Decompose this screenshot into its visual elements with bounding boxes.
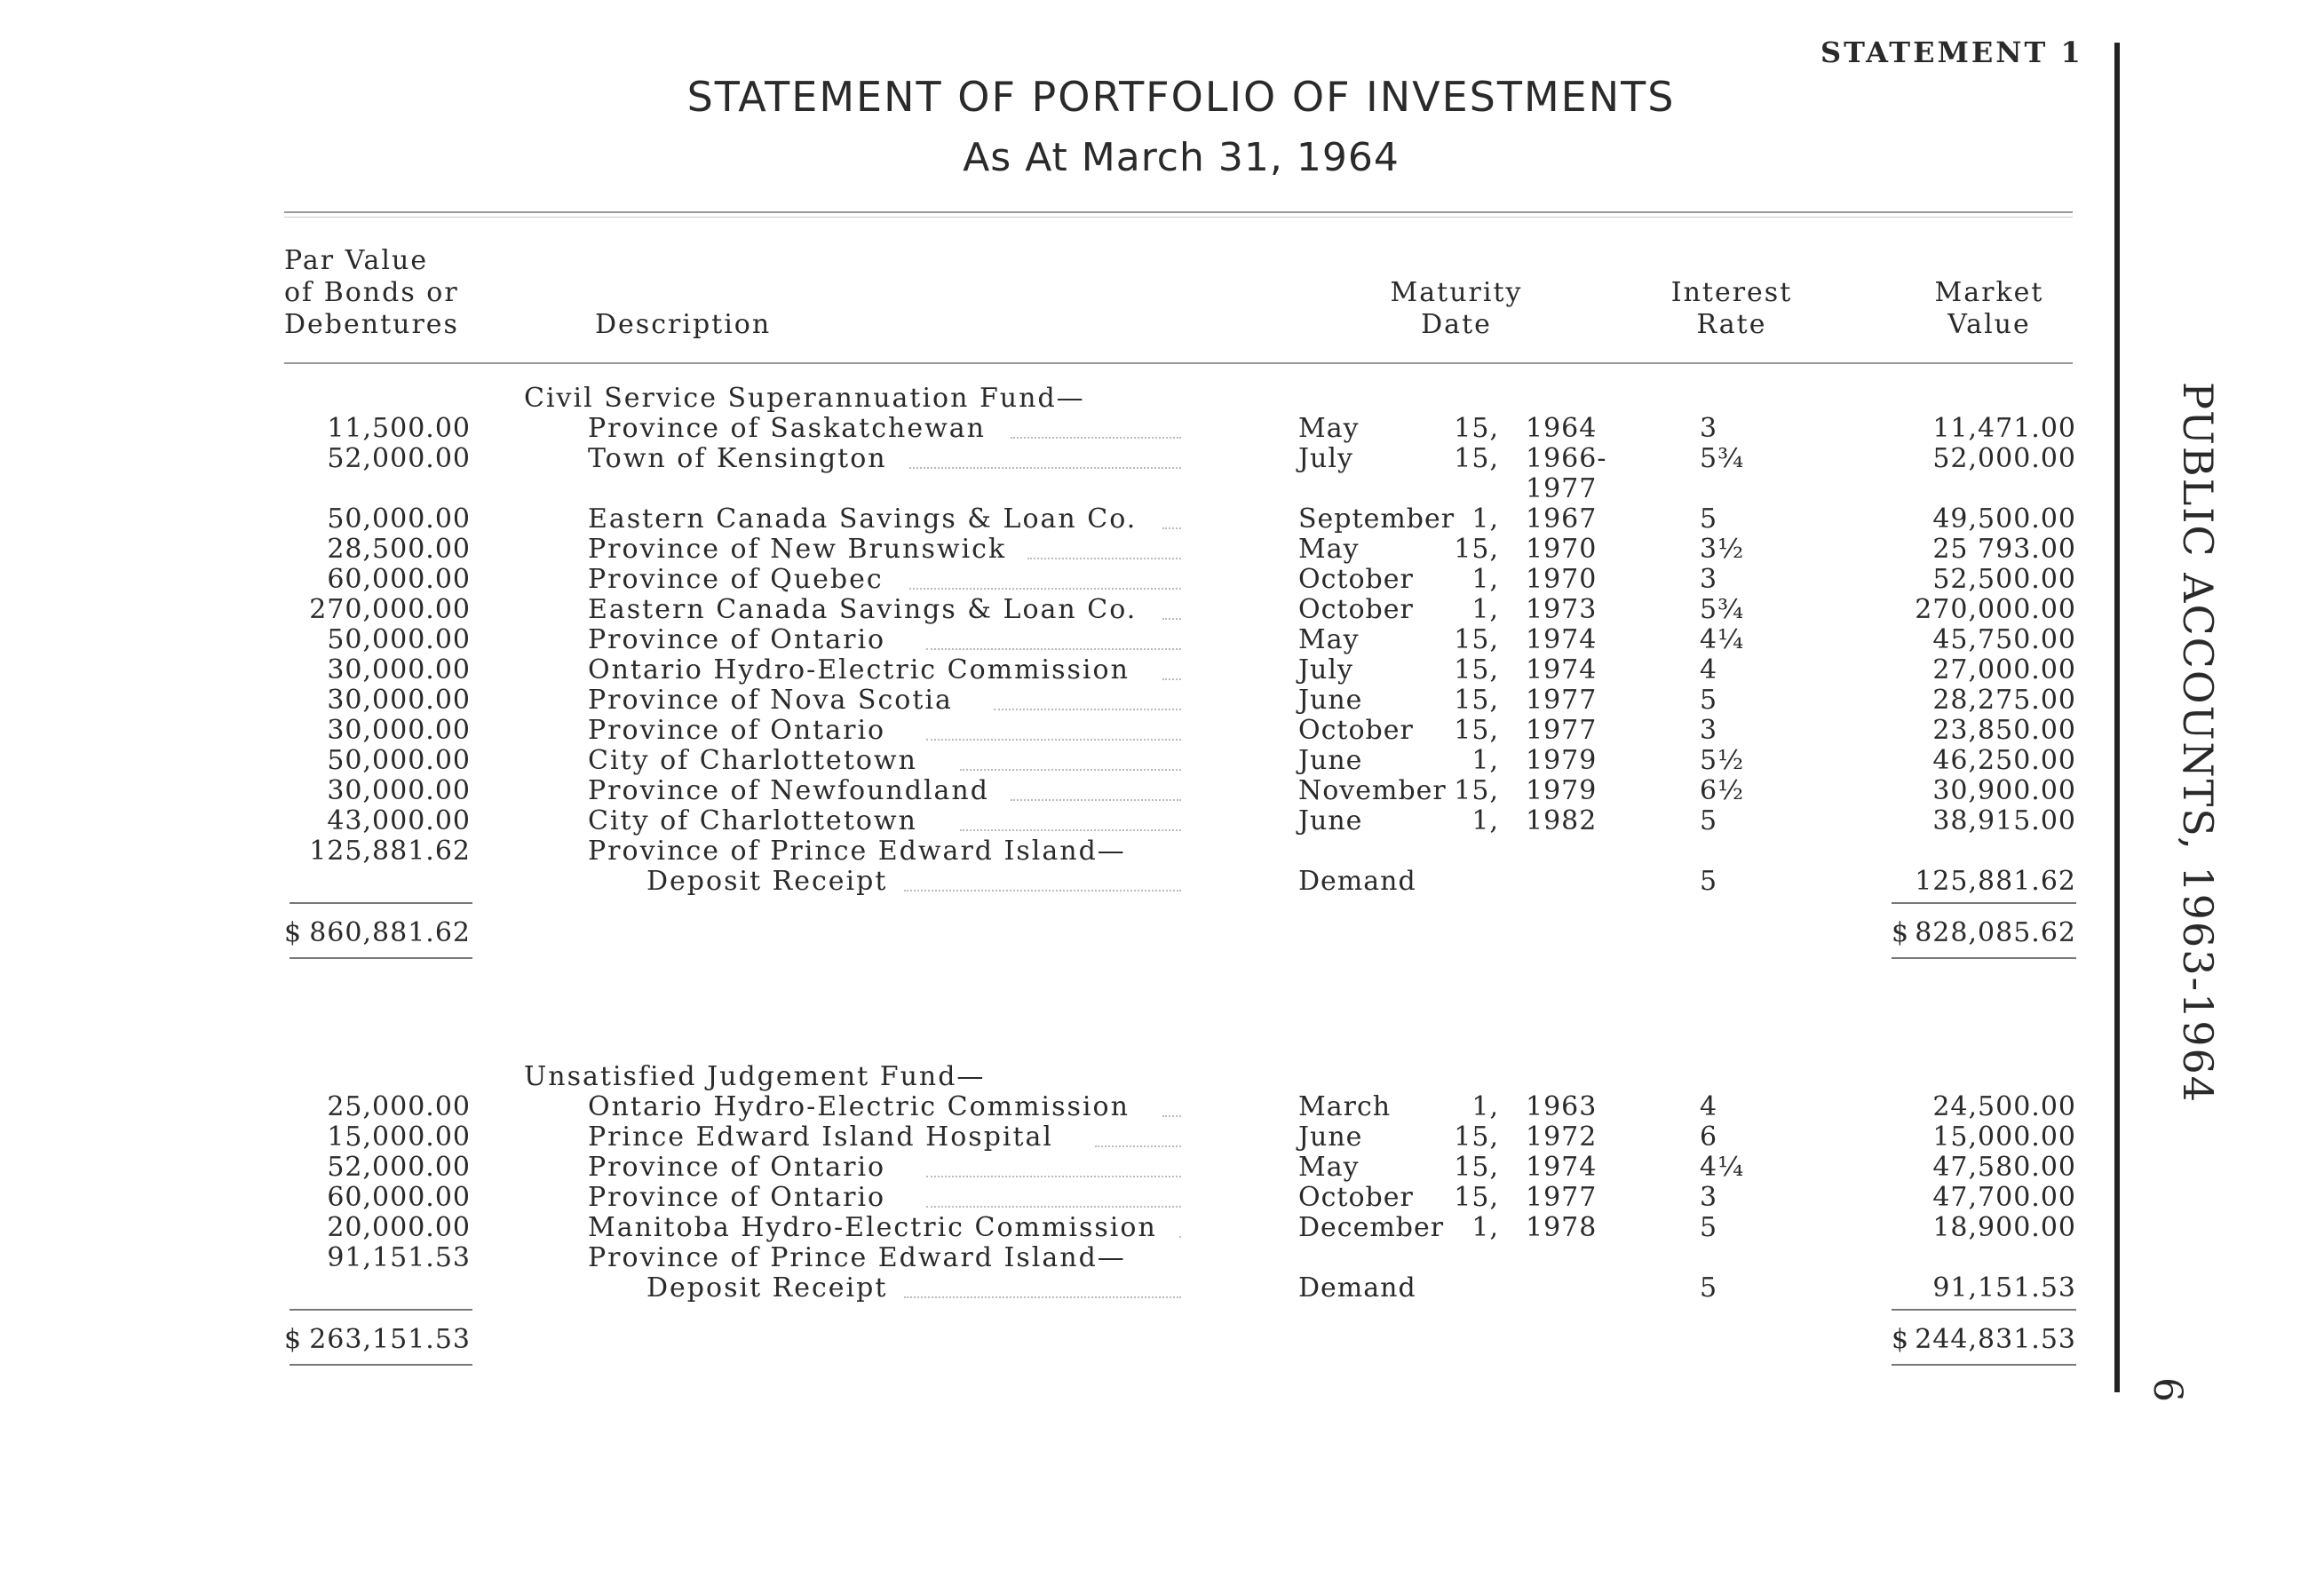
interest-rate-cell: 5 [1700, 1212, 1718, 1243]
header-interest-rate: Interest Rate [1670, 277, 1793, 340]
description-cell: Province of New Brunswick [588, 534, 1007, 565]
market-value-cell: 49,500.00 [1932, 503, 2076, 535]
page-subtitle: As At March 31, 1964 [963, 135, 1400, 180]
currency-symbol: $ [284, 917, 303, 948]
description-cell-continued: Deposit Receipt [646, 866, 888, 897]
section-heading: Civil Service Superannuation Fund— [524, 383, 1085, 414]
leader-dots [909, 588, 1181, 590]
maturity-month-cell: October [1298, 594, 1414, 625]
par-value-cell: 28,500.00 [327, 534, 471, 565]
maturity-day-cell: 1, [1471, 594, 1499, 625]
interest-rate-cell: 3 [1700, 715, 1718, 746]
leader-dots [926, 648, 1181, 650]
description-cell: Ontario Hydro-Electric Commission [588, 1091, 1130, 1122]
maturity-day-cell: 15, [1454, 1152, 1499, 1183]
description-cell: Province of Ontario [588, 715, 886, 746]
total-rule-market [1892, 1364, 2076, 1366]
interest-rate-cell: 5 [1700, 866, 1718, 897]
interest-rate-cell: 5¾ [1700, 594, 1745, 625]
leader-dots [904, 1296, 1181, 1298]
par-value-cell: 43,000.00 [327, 805, 471, 836]
maturity-day-cell: 1, [1471, 1091, 1499, 1122]
maturity-year-cell: 1970 [1526, 534, 1598, 565]
interest-rate-cell: 4¼ [1700, 1152, 1745, 1183]
market-value-cell: 45,750.00 [1932, 624, 2076, 655]
maturity-month-cell: May [1298, 624, 1360, 655]
total-market-value: 244,831.53 [1915, 1324, 2076, 1355]
maturity-month-cell: June [1298, 685, 1363, 716]
maturity-month-cell: Demand [1298, 1272, 1416, 1304]
maturity-year-cell: 1974 [1526, 1152, 1598, 1183]
maturity-year-cell: 1972 [1526, 1121, 1598, 1153]
interest-rate-cell: 4 [1700, 654, 1718, 685]
top-rule-faint [284, 217, 2073, 218]
maturity-day-cell: 1, [1471, 745, 1499, 776]
header-description: Description [595, 309, 772, 340]
interest-rate-cell: 4 [1700, 1091, 1718, 1122]
description-cell: Province of Prince Edward Island— [588, 836, 1126, 867]
maturity-year-cell: 1974 [1526, 624, 1598, 655]
maturity-year-cell: 1966- [1526, 443, 1607, 474]
description-cell: Ontario Hydro-Electric Commission [588, 654, 1130, 685]
par-value-cell: 60,000.00 [327, 564, 471, 595]
description-cell: Eastern Canada Savings & Loan Co. [588, 503, 1138, 535]
top-rule [284, 211, 2073, 213]
market-value-cell: 47,580.00 [1932, 1152, 2076, 1183]
maturity-day-cell: 15, [1454, 413, 1499, 444]
maturity-month-cell: December [1298, 1212, 1445, 1243]
maturity-month-cell: June [1298, 1121, 1363, 1153]
market-value-cell: 38,915.00 [1932, 805, 2076, 836]
market-value-cell: 18,900.00 [1932, 1212, 2076, 1243]
description-cell: City of Charlottetown [588, 745, 917, 776]
total-market-value: 828,085.62 [1915, 917, 2076, 948]
maturity-year-cell: 1977 [1526, 685, 1598, 716]
market-value-cell: 47,700.00 [1932, 1182, 2076, 1213]
total-par-value: 860,881.62 [309, 917, 471, 948]
maturity-month-cell: May [1298, 1152, 1360, 1183]
maturity-month-cell: July [1298, 654, 1353, 685]
par-value-cell: 91,151.53 [327, 1242, 471, 1273]
maturity-month-cell: October [1298, 564, 1414, 595]
maturity-day-cell: 15, [1454, 685, 1499, 716]
maturity-year-cell-continued: 1977 [1526, 473, 1598, 504]
maturity-day-cell: 1, [1471, 805, 1499, 836]
total-rule-par [290, 957, 472, 959]
subtotal-rule-market [1892, 1309, 2076, 1311]
subtotal-rule-market [1892, 902, 2076, 904]
interest-rate-cell: 5 [1700, 685, 1718, 716]
par-value-cell: 60,000.00 [327, 1182, 471, 1213]
par-value-cell: 50,000.00 [327, 503, 471, 535]
market-value-cell: 28,275.00 [1932, 685, 2076, 716]
statement-label: STATEMENT 1 [1820, 36, 2083, 69]
par-value-cell: 270,000.00 [309, 594, 471, 625]
description-cell: Province of Ontario [588, 1152, 886, 1183]
market-value-cell: 125,881.62 [1915, 866, 2076, 897]
side-running-title: PUBLIC ACCOUNTS, 1963-1964 [2174, 382, 2222, 1105]
par-value-cell: 20,000.00 [327, 1212, 471, 1243]
header-rule [284, 362, 2073, 364]
maturity-month-cell: October [1298, 1182, 1414, 1213]
interest-rate-cell: 5 [1700, 805, 1718, 836]
leader-dots [904, 890, 1181, 892]
par-value-cell: 125,881.62 [309, 836, 471, 867]
description-cell: City of Charlottetown [588, 805, 917, 836]
maturity-month-cell: May [1298, 413, 1360, 444]
maturity-year-cell: 1970 [1526, 564, 1598, 595]
maturity-year-cell: 1967 [1526, 503, 1598, 535]
maturity-month-cell: June [1298, 805, 1363, 836]
total-par-value: 263,151.53 [309, 1324, 471, 1355]
description-cell: Province of Ontario [588, 624, 886, 655]
market-value-cell: 52,000.00 [1932, 443, 2076, 474]
interest-rate-cell: 6½ [1700, 775, 1745, 806]
description-cell: Province of Prince Edward Island— [588, 1242, 1126, 1273]
maturity-day-cell: 15, [1454, 443, 1499, 474]
market-value-cell: 30,900.00 [1932, 775, 2076, 806]
leader-dots [926, 739, 1181, 741]
leader-dots [909, 467, 1181, 469]
interest-rate-cell: 3 [1700, 564, 1718, 595]
maturity-year-cell: 1973 [1526, 594, 1598, 625]
description-cell: Eastern Canada Savings & Loan Co. [588, 594, 1138, 625]
page-title: STATEMENT OF PORTFOLIO OF INVESTMENTS [686, 73, 1676, 121]
description-cell-continued: Deposit Receipt [646, 1272, 888, 1304]
market-value-cell: 270,000.00 [1915, 594, 2076, 625]
maturity-month-cell: October [1298, 715, 1414, 746]
description-cell: Province of Saskatchewan [588, 413, 986, 444]
maturity-day-cell: 15, [1454, 1121, 1499, 1153]
interest-rate-cell: 6 [1700, 1121, 1718, 1153]
interest-rate-cell: 3½ [1700, 534, 1745, 565]
interest-rate-cell: 5 [1700, 1272, 1718, 1304]
maturity-year-cell: 1977 [1526, 1182, 1598, 1213]
maturity-month-cell: September [1298, 503, 1455, 535]
par-value-cell: 30,000.00 [327, 715, 471, 746]
description-cell: Manitoba Hydro-Electric Commission [588, 1212, 1157, 1243]
par-value-cell: 50,000.00 [327, 745, 471, 776]
par-value-cell: 52,000.00 [327, 1152, 471, 1183]
market-value-cell: 52,500.00 [1932, 564, 2076, 595]
maturity-year-cell: 1963 [1526, 1091, 1598, 1122]
maturity-day-cell: 1, [1471, 564, 1499, 595]
market-value-cell: 15,000.00 [1932, 1121, 2076, 1153]
description-cell: Province of Nova Scotia [588, 685, 953, 716]
maturity-day-cell: 15, [1454, 624, 1499, 655]
currency-symbol: $ [1892, 1324, 1910, 1355]
interest-rate-cell: 5 [1700, 503, 1718, 535]
description-cell: Prince Edward Island Hospital [588, 1121, 1054, 1153]
interest-rate-cell: 4¼ [1700, 624, 1745, 655]
market-value-cell: 25 793.00 [1932, 534, 2076, 565]
maturity-month-cell: Demand [1298, 866, 1416, 897]
par-value-cell: 25,000.00 [327, 1091, 471, 1122]
maturity-month-cell: May [1298, 534, 1360, 565]
par-value-cell: 52,000.00 [327, 443, 471, 474]
par-value-cell: 50,000.00 [327, 624, 471, 655]
maturity-day-cell: 15, [1454, 1182, 1499, 1213]
header-market-value: Market Value [1934, 277, 2044, 340]
maturity-day-cell: 15, [1454, 715, 1499, 746]
maturity-month-cell: November [1298, 775, 1447, 806]
maturity-day-cell: 15, [1454, 654, 1499, 685]
maturity-day-cell: 1, [1471, 1212, 1499, 1243]
maturity-day-cell: 15, [1454, 534, 1499, 565]
maturity-day-cell: 15, [1454, 775, 1499, 806]
interest-rate-cell: 3 [1700, 413, 1718, 444]
header-par-value: Par Value of Bonds or Debentures [284, 245, 459, 340]
interest-rate-cell: 5½ [1700, 745, 1745, 776]
interest-rate-cell: 3 [1700, 1182, 1718, 1213]
maturity-month-cell: March [1298, 1091, 1392, 1122]
market-value-cell: 23,850.00 [1932, 715, 2076, 746]
market-value-cell: 24,500.00 [1932, 1091, 2076, 1122]
description-cell: Province of Quebec [588, 564, 884, 595]
subtotal-rule-par [290, 1309, 472, 1311]
subtotal-rule-par [290, 902, 472, 904]
par-value-cell: 30,000.00 [327, 654, 471, 685]
par-value-cell: 30,000.00 [327, 685, 471, 716]
maturity-year-cell: 1979 [1526, 745, 1598, 776]
maturity-year-cell: 1978 [1526, 1212, 1598, 1243]
maturity-year-cell: 1974 [1526, 654, 1598, 685]
leader-dots [926, 1206, 1181, 1208]
page-number: 6 [2145, 1377, 2190, 1402]
maturity-year-cell: 1964 [1526, 413, 1598, 444]
leader-dots [926, 1176, 1181, 1177]
currency-symbol: $ [1892, 917, 1910, 948]
market-value-cell: 11,471.00 [1932, 413, 2076, 444]
total-rule-market [1892, 957, 2076, 959]
maturity-year-cell: 1982 [1526, 805, 1598, 836]
total-rule-par [290, 1364, 472, 1366]
market-value-cell: 27,000.00 [1932, 654, 2076, 685]
maturity-year-cell: 1979 [1526, 775, 1598, 806]
par-value-cell: 11,500.00 [327, 413, 471, 444]
maturity-day-cell: 1, [1471, 503, 1499, 535]
par-value-cell: 30,000.00 [327, 775, 471, 806]
market-value-cell: 46,250.00 [1932, 745, 2076, 776]
description-cell: Town of Kensington [588, 443, 887, 474]
margin-bar [2114, 43, 2120, 1392]
currency-symbol: $ [284, 1324, 303, 1355]
maturity-year-cell: 1977 [1526, 715, 1598, 746]
header-maturity-date: Maturity Date [1390, 277, 1523, 340]
maturity-month-cell: June [1298, 745, 1363, 776]
section-heading: Unsatisfied Judgement Fund— [524, 1061, 986, 1092]
description-cell: Province of Newfoundland [588, 775, 989, 806]
maturity-month-cell: July [1298, 443, 1353, 474]
interest-rate-cell: 5¾ [1700, 443, 1745, 474]
par-value-cell: 15,000.00 [327, 1121, 471, 1153]
description-cell: Province of Ontario [588, 1182, 886, 1213]
market-value-cell: 91,151.53 [1932, 1272, 2076, 1304]
